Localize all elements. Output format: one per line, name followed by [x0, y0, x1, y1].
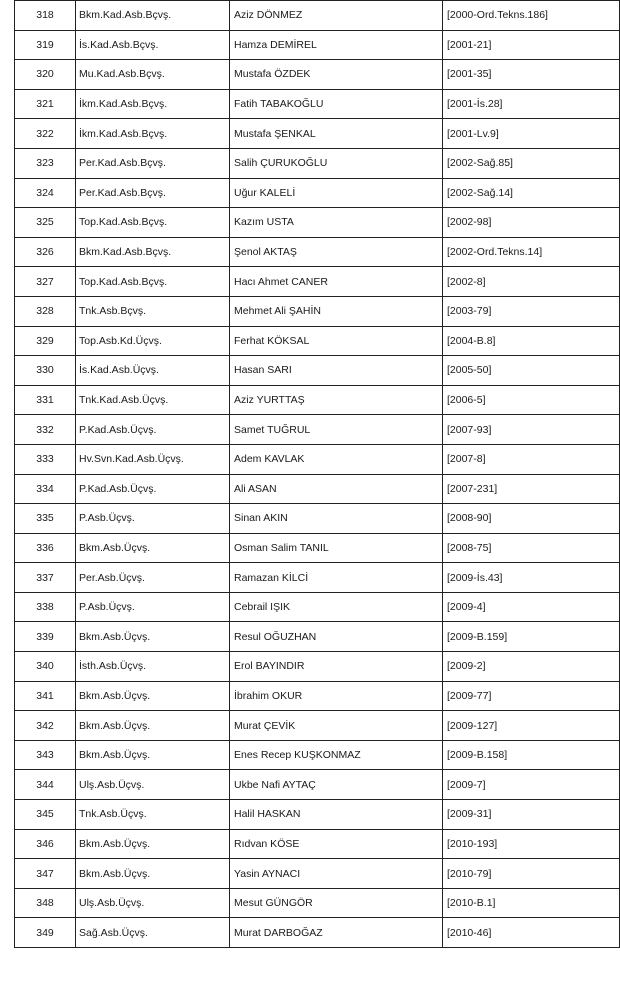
table-row	[15, 652, 620, 682]
rank-cell: Bkm.Asb.Üçvş.	[76, 829, 230, 859]
table-row	[15, 592, 620, 622]
row-number-cell: 329	[15, 326, 76, 356]
name-cell: İbrahim OKUR	[230, 681, 443, 711]
rank-cell: Top.Kad.Asb.Bçvş.	[76, 208, 230, 238]
name-cell: Fatih TABAKOĞLU	[230, 89, 443, 119]
row-number-cell: 337	[15, 563, 76, 593]
row-number-cell: 323	[15, 148, 76, 178]
name-cell: Rıdvan KÖSE	[230, 829, 443, 859]
rank-cell: P.Kad.Asb.Üçvş.	[76, 474, 230, 504]
name-cell: Hacı Ahmet CANER	[230, 267, 443, 297]
registry-code-cell: [2001-İs.28]	[443, 89, 620, 119]
registry-code-cell: [2001-21]	[443, 30, 620, 60]
registry-code-cell: [2010-79]	[443, 859, 620, 889]
table-row	[15, 711, 620, 741]
row-number-cell: 344	[15, 770, 76, 800]
registry-code-cell: [2010-B.1]	[443, 888, 620, 918]
row-number-cell: 345	[15, 800, 76, 830]
table-row	[15, 800, 620, 830]
row-number-cell: 325	[15, 208, 76, 238]
table-row	[15, 563, 620, 593]
name-cell: Ali ASAN	[230, 474, 443, 504]
row-number-cell: 341	[15, 681, 76, 711]
table-row	[15, 888, 620, 918]
name-cell: Ukbe Nafi AYTAÇ	[230, 770, 443, 800]
name-cell: Adem KAVLAK	[230, 444, 443, 474]
registry-code-cell: [2005-50]	[443, 356, 620, 386]
rank-cell: P.Asb.Üçvş.	[76, 592, 230, 622]
row-number-cell: 339	[15, 622, 76, 652]
registry-code-cell: [2009-B.159]	[443, 622, 620, 652]
registry-code-cell: [2009-İs.43]	[443, 563, 620, 593]
registry-code-cell: [2009-127]	[443, 711, 620, 741]
table-row	[15, 770, 620, 800]
name-cell: Mesut GÜNGÖR	[230, 888, 443, 918]
name-cell: Murat DARBOĞAZ	[230, 918, 443, 948]
row-number-cell: 335	[15, 504, 76, 534]
registry-code-cell: [2007-93]	[443, 415, 620, 445]
name-cell: Osman Salim TANIL	[230, 533, 443, 563]
rank-cell: Mu.Kad.Asb.Bçvş.	[76, 60, 230, 90]
name-cell: Mehmet Ali ŞAHİN	[230, 296, 443, 326]
table-row	[15, 60, 620, 90]
table-row	[15, 119, 620, 149]
rank-cell: İkm.Kad.Asb.Bçvş.	[76, 89, 230, 119]
registry-code-cell: [2010-193]	[443, 829, 620, 859]
table-row	[15, 740, 620, 770]
name-cell: Ferhat KÖKSAL	[230, 326, 443, 356]
table-row	[15, 504, 620, 534]
registry-code-cell: [2009-7]	[443, 770, 620, 800]
registry-code-cell: [2002-Ord.Tekns.14]	[443, 237, 620, 267]
name-cell: Hasan SARI	[230, 356, 443, 386]
rank-cell: P.Kad.Asb.Üçvş.	[76, 415, 230, 445]
rank-cell: Bkm.Asb.Üçvş.	[76, 859, 230, 889]
registry-code-cell: [2004-B.8]	[443, 326, 620, 356]
registry-code-cell: [2009-2]	[443, 652, 620, 682]
rank-cell: Tnk.Asb.Bçvş.	[76, 296, 230, 326]
table-row	[15, 30, 620, 60]
name-cell: Salih ÇURUKOĞLU	[230, 148, 443, 178]
rank-cell: Bkm.Kad.Asb.Bçvş.	[76, 1, 230, 31]
table-row	[15, 356, 620, 386]
rank-cell: Hv.Svn.Kad.Asb.Üçvş.	[76, 444, 230, 474]
row-number-cell: 324	[15, 178, 76, 208]
name-cell: Cebrail IŞIK	[230, 592, 443, 622]
rank-cell: Ulş.Asb.Üçvş.	[76, 888, 230, 918]
table-row	[15, 237, 620, 267]
row-number-cell: 349	[15, 918, 76, 948]
table-row	[15, 296, 620, 326]
personnel-table	[14, 0, 620, 948]
name-cell: Erol BAYINDIR	[230, 652, 443, 682]
name-cell: Yasin AYNACI	[230, 859, 443, 889]
registry-code-cell: [2002-Sağ.85]	[443, 148, 620, 178]
table-row	[15, 326, 620, 356]
rank-cell: Per.Kad.Asb.Bçvş.	[76, 178, 230, 208]
table-row	[15, 681, 620, 711]
table-row	[15, 415, 620, 445]
table-row	[15, 208, 620, 238]
name-cell: Ramazan KİLCİ	[230, 563, 443, 593]
row-number-cell: 328	[15, 296, 76, 326]
rank-cell: Tnk.Kad.Asb.Üçvş.	[76, 385, 230, 415]
row-number-cell: 333	[15, 444, 76, 474]
table-row	[15, 89, 620, 119]
name-cell: Aziz DÖNMEZ	[230, 1, 443, 31]
table-row	[15, 1, 620, 31]
table-row	[15, 385, 620, 415]
row-number-cell: 327	[15, 267, 76, 297]
name-cell: Samet TUĞRUL	[230, 415, 443, 445]
name-cell: Enes Recep KUŞKONMAZ	[230, 740, 443, 770]
table-row	[15, 533, 620, 563]
registry-code-cell: [2002-Sağ.14]	[443, 178, 620, 208]
rank-cell: İsth.Asb.Üçvş.	[76, 652, 230, 682]
table-row	[15, 444, 620, 474]
registry-code-cell: [2009-77]	[443, 681, 620, 711]
registry-code-cell: [2000-Ord.Tekns.186]	[443, 1, 620, 31]
rank-cell: İkm.Kad.Asb.Bçvş.	[76, 119, 230, 149]
table-row	[15, 267, 620, 297]
row-number-cell: 332	[15, 415, 76, 445]
row-number-cell: 348	[15, 888, 76, 918]
row-number-cell: 319	[15, 30, 76, 60]
row-number-cell: 346	[15, 829, 76, 859]
row-number-cell: 330	[15, 356, 76, 386]
table-row	[15, 918, 620, 948]
table-row	[15, 622, 620, 652]
registry-code-cell: [2002-8]	[443, 267, 620, 297]
registry-code-cell: [2008-75]	[443, 533, 620, 563]
personnel-table-body	[15, 1, 620, 948]
document-page	[14, 0, 604, 977]
registry-code-cell: [2009-B.158]	[443, 740, 620, 770]
rank-cell: Top.Asb.Kd.Üçvş.	[76, 326, 230, 356]
name-cell: Resul OĞUZHAN	[230, 622, 443, 652]
row-number-cell: 331	[15, 385, 76, 415]
table-row	[15, 178, 620, 208]
registry-code-cell: [2007-231]	[443, 474, 620, 504]
rank-cell: Ulş.Asb.Üçvş.	[76, 770, 230, 800]
row-number-cell: 347	[15, 859, 76, 889]
registry-code-cell: [2010-46]	[443, 918, 620, 948]
rank-cell: İs.Kad.Asb.Bçvş.	[76, 30, 230, 60]
rank-cell: Per.Kad.Asb.Bçvş.	[76, 148, 230, 178]
rank-cell: İs.Kad.Asb.Üçvş.	[76, 356, 230, 386]
rank-cell: Bkm.Asb.Üçvş.	[76, 681, 230, 711]
registry-code-cell: [2009-31]	[443, 800, 620, 830]
row-number-cell: 338	[15, 592, 76, 622]
row-number-cell: 320	[15, 60, 76, 90]
row-number-cell: 343	[15, 740, 76, 770]
table-row	[15, 474, 620, 504]
row-number-cell: 321	[15, 89, 76, 119]
rank-cell: P.Asb.Üçvş.	[76, 504, 230, 534]
name-cell: Sinan AKIN	[230, 504, 443, 534]
name-cell: Mustafa ÖZDEK	[230, 60, 443, 90]
registry-code-cell: [2001-35]	[443, 60, 620, 90]
row-number-cell: 318	[15, 1, 76, 31]
name-cell: Aziz YURTTAŞ	[230, 385, 443, 415]
row-number-cell: 326	[15, 237, 76, 267]
rank-cell: Bkm.Asb.Üçvş.	[76, 711, 230, 741]
row-number-cell: 342	[15, 711, 76, 741]
row-number-cell: 334	[15, 474, 76, 504]
rank-cell: Tnk.Asb.Üçvş.	[76, 800, 230, 830]
table-row	[15, 148, 620, 178]
table-row	[15, 829, 620, 859]
name-cell: Hamza DEMİREL	[230, 30, 443, 60]
rank-cell: Bkm.Asb.Üçvş.	[76, 622, 230, 652]
name-cell: Murat ÇEVİK	[230, 711, 443, 741]
rank-cell: Bkm.Kad.Asb.Bçvş.	[76, 237, 230, 267]
registry-code-cell: [2003-79]	[443, 296, 620, 326]
name-cell: Mustafa ŞENKAL	[230, 119, 443, 149]
name-cell: Şenol AKTAŞ	[230, 237, 443, 267]
registry-code-cell: [2009-4]	[443, 592, 620, 622]
registry-code-cell: [2008-90]	[443, 504, 620, 534]
row-number-cell: 340	[15, 652, 76, 682]
registry-code-cell: [2001-Lv.9]	[443, 119, 620, 149]
name-cell: Halil HASKAN	[230, 800, 443, 830]
rank-cell: Top.Kad.Asb.Bçvş.	[76, 267, 230, 297]
row-number-cell: 322	[15, 119, 76, 149]
rank-cell: Bkm.Asb.Üçvş.	[76, 533, 230, 563]
rank-cell: Sağ.Asb.Üçvş.	[76, 918, 230, 948]
table-row	[15, 859, 620, 889]
rank-cell: Per.Asb.Üçvş.	[76, 563, 230, 593]
registry-code-cell: [2002-98]	[443, 208, 620, 238]
registry-code-cell: [2007-8]	[443, 444, 620, 474]
rank-cell: Bkm.Asb.Üçvş.	[76, 740, 230, 770]
registry-code-cell: [2006-5]	[443, 385, 620, 415]
name-cell: Kazım USTA	[230, 208, 443, 238]
row-number-cell: 336	[15, 533, 76, 563]
name-cell: Uğur KALELİ	[230, 178, 443, 208]
